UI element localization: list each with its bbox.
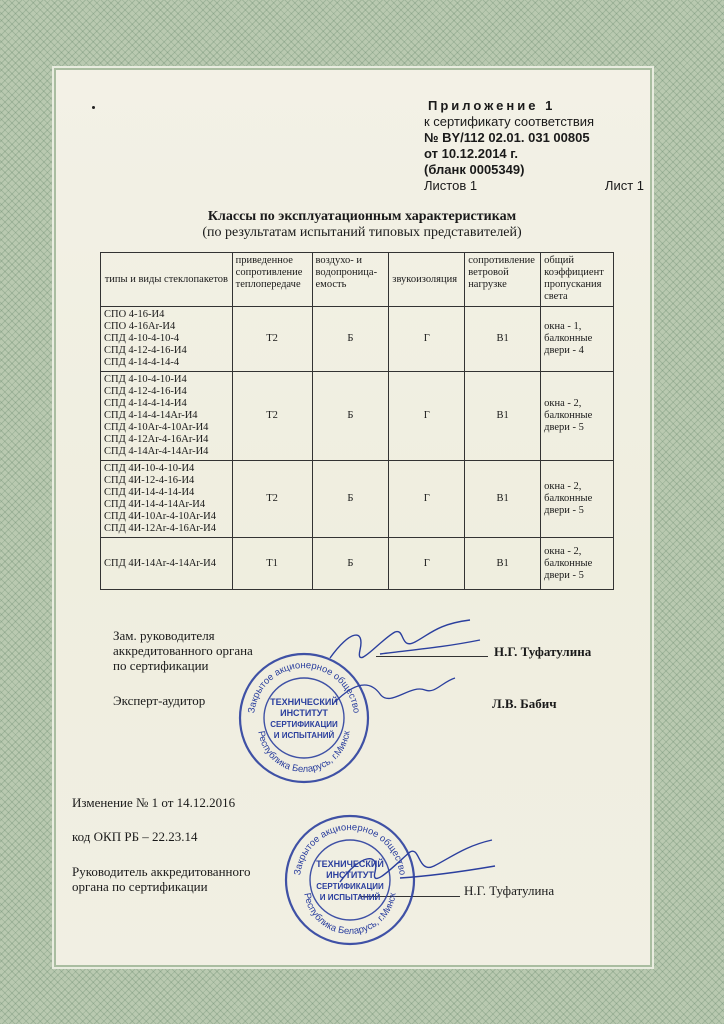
type-code: СПД 4И-14Ar-4-14Ar-И4 (104, 557, 217, 569)
type-code: СПД 4-12Ar-4-16Ar-И4 (104, 434, 209, 445)
deputy-role (113, 628, 253, 673)
type-code: СПД 4-12-4-16-И4 (104, 345, 187, 356)
types-cell (101, 372, 233, 461)
wind-cell: В1 (465, 372, 541, 461)
type-code: СПД 4И-12-4-16-И4 (104, 475, 195, 486)
wind-cell: В1 (465, 538, 541, 590)
air-cell: Б (312, 538, 389, 590)
header-air: воздухо- и водопроница-емость (312, 253, 389, 307)
expert-name: Л.В. Бабич (492, 696, 557, 711)
header-sound: звукоизоляция (389, 253, 465, 307)
type-code: СПД 4-10-4-10-И4 (104, 374, 187, 385)
seal-line-1: ТЕХНИЧЕСКИЙ (270, 697, 338, 707)
types-cell (101, 307, 233, 372)
seal-ring-bottom: Республика Беларусь, г.Минск (301, 892, 399, 938)
seal-ring-top: Закрытое акционерное общество (292, 821, 408, 876)
type-code: СПД 4И-10-4-10-И4 (104, 463, 195, 474)
type-code: СПО 4-16-И4 (104, 309, 165, 320)
types-cell (101, 538, 233, 590)
air-cell: Б (312, 461, 389, 538)
header-thermal: приведенное сопротивление теплопередаче (232, 253, 312, 307)
head-role (72, 864, 251, 894)
type-code: СПД 4-14-4-14Ar-И4 (104, 410, 198, 421)
header-wind: сопротивление ветровой нагрузке (465, 253, 541, 307)
type-code: СПД 4-14Ar-4-14Ar-И4 (104, 446, 209, 457)
appendix-line: к сертификату соответствия (424, 114, 595, 129)
seal-line-1: ТЕХНИЧЕСКИЙ (316, 859, 384, 869)
table-title: Классы по эксплуатационным характеристикам (207, 209, 517, 224)
seal-stamp (236, 650, 372, 786)
type-code: СПД 4И-14-4-14Ar-И4 (104, 499, 206, 510)
table-header-row (101, 253, 614, 307)
sound-cell: Г (389, 372, 465, 461)
seal-line-3: СЕРТИФИКАЦИИ (270, 720, 338, 729)
thermal-cell: Т1 (232, 538, 312, 590)
light-cell: окна - 1, балконные двери - 4 (541, 307, 614, 372)
type-code: СПД 4И-10Ar-4-10Ar-И4 (104, 511, 217, 522)
sheet-number: Лист 1 (604, 178, 644, 193)
appendix-header (424, 98, 644, 194)
type-code: СПД 4-12-4-16-И4 (104, 386, 187, 397)
certificate-date: от 10.12.2014 г. (424, 146, 518, 161)
seal-line-4: И ИСПЫТАНИЙ (273, 731, 335, 740)
header-types: типы и виды стеклопакетов (101, 253, 233, 307)
head-role-line: Руководитель аккредитованного (72, 864, 251, 879)
types-cell (101, 461, 233, 538)
table-subtitle: (по результатам испытаний типовых представителей) (202, 225, 522, 240)
type-code: СПД 4И-14-4-14-И4 (104, 487, 195, 498)
type-code: СПД 4-14-4-14-4 (104, 357, 180, 368)
classes-table (100, 252, 614, 590)
seal-ring-bottom: Республика Беларусь, г.Минск (255, 730, 353, 776)
light-cell: окна - 2, балконные двери - 5 (541, 461, 614, 538)
certificate-number: № BY/112 02.01. 031 00805 (424, 130, 590, 145)
deputy-role-line: по сертификации (113, 658, 209, 673)
okp-code: код ОКП РБ – 22.23.14 (72, 829, 198, 844)
type-code: СПД 4-14-4-14-И4 (104, 398, 187, 409)
type-code: СПО 4-16Ar-И4 (104, 321, 176, 332)
seal-line-2: ИНСТИТУТ (280, 708, 328, 718)
light-cell: окна - 2, балконные двери - 5 (541, 538, 614, 590)
light-cell: окна - 2, балконные двери - 5 (541, 372, 614, 461)
sound-cell: Г (389, 461, 465, 538)
seal-stamp (282, 812, 418, 948)
head-role-line: органа по сертификации (72, 879, 208, 894)
air-cell: Б (312, 307, 389, 372)
seal-line-2: ИНСТИТУТ (326, 870, 374, 880)
sheets-count: Листов 1 (424, 178, 478, 193)
header-light: общий коэффициент пропускания света (541, 253, 614, 307)
deputy-name: Н.Г. Туфатулина (494, 644, 592, 659)
thermal-cell: Т2 (232, 461, 312, 538)
thermal-cell: Т2 (232, 372, 312, 461)
wind-cell: В1 (465, 307, 541, 372)
expert-role: Эксперт-аудитор (113, 693, 206, 708)
thermal-cell: Т2 (232, 307, 312, 372)
ink-dot (92, 106, 95, 109)
sound-cell: Г (389, 538, 465, 590)
table-row (101, 461, 614, 538)
blank-number: (бланк 0005349) (424, 162, 525, 177)
table-row (101, 307, 614, 372)
type-code: СПД 4И-12Ar-4-16Ar-И4 (104, 523, 217, 534)
type-code: СПД 4-10-4-10-4 (104, 333, 180, 344)
table-row (101, 538, 614, 590)
change-note: Изменение № 1 от 14.12.2016 (72, 795, 236, 810)
head-name: Н.Г. Туфатулина (464, 883, 555, 898)
wind-cell: В1 (465, 461, 541, 538)
seal-line-4: И ИСПЫТАНИЙ (319, 893, 381, 902)
sound-cell: Г (389, 307, 465, 372)
air-cell: Б (312, 372, 389, 461)
seal-line-3: СЕРТИФИКАЦИИ (316, 882, 384, 891)
seal-ring-top: Закрытое акционерное общество (246, 659, 362, 714)
type-code: СПД 4-10Ar-4-10Ar-И4 (104, 422, 209, 433)
deputy-role-line: Зам. руководителя (113, 628, 215, 643)
appendix-title: Приложение 1 (428, 98, 556, 113)
table-row (101, 372, 614, 461)
deputy-role-line: аккредитованного органа (113, 643, 253, 658)
